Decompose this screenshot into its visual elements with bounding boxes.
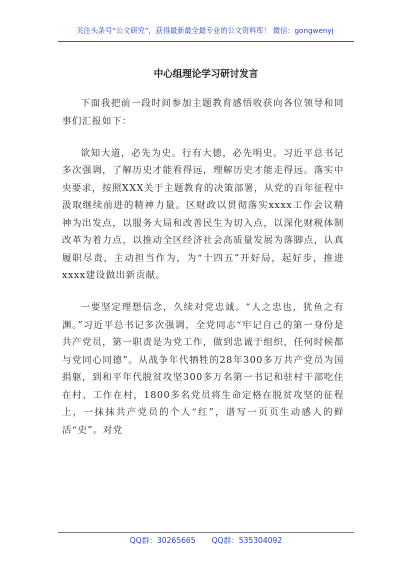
qq-group-2[interactable]: QQ群：535304092 xyxy=(211,536,283,545)
paragraph-history: 欲知大道，必先为史。行有大德，必先明史。习近平总书记多次强调，了解历史才能看得远，理解历史才能走得远。落实中央要求，按照XXX关于主题教育的决策部署，从党的百年征程中汲取继续前进的精神力量。区财政以贯彻落实xxxx工作会议精神为出发点，以服务大局和改善民生为切入点，以深化财税体制改革为着力点，以推动全区经济社会高质量发展为落脚点，认真履职尽责，主动担当作为，为“十四五”开好局，起好步，推进xxxx建设做出新贡献。 xyxy=(62,147,344,281)
promo-banner[interactable]: 关注头条号“公文研究”，获得最新最全最专业的公文资料库！ 微信：gongwenyj xyxy=(76,26,334,35)
qq-group-1[interactable]: QQ群：30265665 xyxy=(129,536,196,545)
document-title: 中心组理论学习研讨发言 xyxy=(153,69,259,80)
footer-divider xyxy=(58,532,354,533)
header-divider xyxy=(58,41,354,42)
paragraph-loyalty: 一要坚定理想信念，久续对党忠诚。“人之忠也，犹鱼之有渊。”习近平总书记多次强调，全党同志“牢记自己的第一身份是共产党员，第一职责是为党工作，做到忠诚于组织，任何时候都与党同心同德”。从战争年代牺牲的28年300多万共产党员为国捐躯，到和平年代脱贫攻坚300多万名第一书记和驻村干部吃住在村、工作在村，1800多名党员将生命定格在脱贫攻坚的征程上，一抹抹共产党员的个人“红”，谱写一页页生动感人的鲜活“史”。对党 xyxy=(62,302,344,436)
document-body xyxy=(62,95,344,439)
footer-contact xyxy=(58,536,354,546)
paragraph-intro: 下面我把前一段时间参加主题教育感悟收获向各位领导和同事们汇报如下： xyxy=(62,98,344,127)
